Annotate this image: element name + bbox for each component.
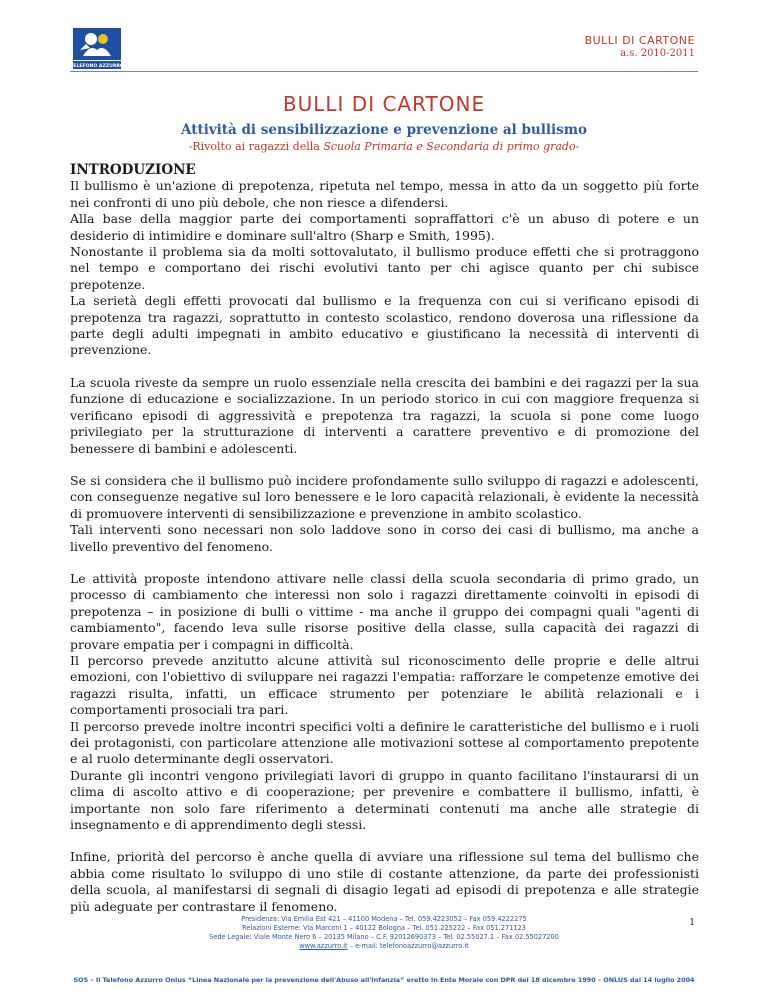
paragraph: Alla base della maggior parte dei comportamenti sopraffattori c'è un abuso di potere e un desiderio di intimidire e dominare sull'altro (Sharp e Smith, 1995). xyxy=(70,211,699,243)
header-title: BULLI DI CARTONE xyxy=(584,34,695,47)
header-divider xyxy=(70,71,698,72)
running-header xyxy=(585,34,695,59)
target-emphasis: Scuola Primaria e Secondaria di primo grado xyxy=(323,140,576,153)
footer-email: – e-mail: telefonoazzurro@azzurro.it xyxy=(347,942,469,950)
header-school-year: a.s. 2010-2011 xyxy=(620,48,695,59)
target-audience xyxy=(70,140,698,153)
target-prefix: -Rivolto ai ragazzi della xyxy=(188,140,324,153)
document-subtitle: Attività di sensibilizzazione e prevenzione al bullismo xyxy=(181,122,587,138)
paragraph: Il percorso prevede anzitutto alcune attività sul riconoscimento delle proprie e delle altrui emozioni, con l'obiettivo di sviluppare nei ragazzi l'empatia: rafforzare le competenze emotive dei ragazzi risulta, infatti, un efficace strumento per potenziare le abilità relazionali e i comportamenti prosociali tra pari. xyxy=(70,652,699,718)
paragraph-gap xyxy=(70,555,699,571)
paragraph: Le attività proposte intendono attivare nelle classi della scuola secondaria di primo grado, un processo di cambiamento che interessi non solo i ragazzi direttamente coinvolti in episodi di prepotenza – in posizione di bulli o vittime - ma anche il gruppo dei compagni quali "agenti di cambiamento", facendo leva sulle risorse positive della classe, sulla capacità dei ragazzi di provare empatia per i compagni in difficoltà. xyxy=(70,570,699,652)
paragraph-gap xyxy=(70,457,699,473)
title-block xyxy=(70,92,698,153)
footer-line-relazioni: Relazioni Esterne: Via Marconi 1 – 40122 Bologna – Tel. 051.225222 – Fax 051.271123 xyxy=(242,924,526,932)
paragraph: Nonostante il problema sia da molti sottovalutato, il bullismo produce effetti che si protraggono nel tempo e comportano dei rischi evolutivi tanto per chi agisce quanto per chi subisce prepotenze. xyxy=(70,244,699,292)
paragraph: Tali interventi sono necessari non solo laddove sono in corso dei casi di bullismo, ma anche a livello preventivo del fenomeno. xyxy=(70,522,699,554)
paragraph: Durante gli incontri vengono privilegiati lavori di gruppo in quanto facilitano l'instaurarsi di un clima di ascolto attivo e di cooperazione; per prevenire e combattere il bullismo, infatti, è importante non solo fare riferimento a determinati contenuti ma anche alle strategie di insegnamento e di apprendimento degli stessi. xyxy=(70,767,699,833)
document-body xyxy=(70,162,699,915)
paragraph: Se si considera che il bullismo può incidere profondamente sullo sviluppo di ragazzi e adolescenti, con conseguenze negative sul loro benessere e le loro capacità relazionali, è evidente la necessità di promuovere interventi di sensibilizzazione e prevenzione in ambito scolastico. xyxy=(70,472,699,521)
section-heading: INTRODUZIONE xyxy=(70,162,196,178)
footer-line-contacts xyxy=(70,942,698,951)
paragraph: Il bullismo è un'azione di prepotenza, ripetuta nel tempo, messa in atto da un soggetto più forte nei confronti di uno più debole, che non riesce a difendersi. xyxy=(70,178,699,210)
footer-address xyxy=(70,915,698,951)
paragraph-gap xyxy=(70,359,699,375)
paragraph-gap xyxy=(70,833,699,849)
footer-line-presidenza: Presidenza: Via Emilia Est 421 – 41100 Modena – Tel. 059.4223052 – Fax 059.4222275 xyxy=(241,915,527,923)
paragraph: La scuola riveste da sempre un ruolo essenziale nella crescita dei bambini e dei ragazzi per la sua funzione di educazione e socializzazione. In un periodo storico in cui con maggiore frequenza si verificano episodi di aggressività e prepotenza tra ragazzi, la scuola si pone come luogo privilegiato per la strutturazione di interventi a carattere preventivo e di promozione del benessere di bambini e adolescenti. xyxy=(70,374,699,456)
footer-line-sede: Sede Legale: Viale Monte Nero 6 – 20135 Milano – C.F. 92012690373 – Tel. 02.55027.1 – Fax 02.55027200 xyxy=(209,933,559,941)
target-suffix: - xyxy=(575,140,580,153)
document-title: BULLI DI CARTONE xyxy=(282,92,486,116)
website-link[interactable]: www.azzurro.it xyxy=(299,942,348,950)
legal-footer: SOS – Il Telefono Azzurro Onlus “Linea Nazionale per la prevenzione dell'Abuso all'Infanzia” eretto in Ente Morale con DPR del 18 dicembre 1990 – ONLUS dal 14 luglio 2004 xyxy=(73,976,695,984)
paragraph: Il percorso prevede inoltre incontri specifici volti a definire le caratteristiche del bullismo e i ruoli dei protagonisti, con particolare attenzione alle motivazioni sottese al comportamento prepotente e al ruolo determinante degli osservatori. xyxy=(70,718,699,767)
page-number: 1 xyxy=(689,918,695,928)
paragraph: La serietà degli effetti provocati dal bullismo e la frequenza con cui si verificano episodi di prepotenza tra ragazzi, soprattutto in contesto scolastico, rendono doverosa una riflessione da parte degli adulti impegnati in ambito educativo e giustificano la necessità di interventi di prevenzione. xyxy=(70,293,699,358)
logo-text: TELEFONO AZZURRO xyxy=(70,64,124,69)
telefono-azzurro-logo xyxy=(70,26,124,70)
paragraph: Infine, priorità del percorso è anche quella di avviare una riflessione sul tema del bullismo che abbia come risultato lo sviluppo di uno stile di costante attenzione, da parte dei professionisti della scuola, al manifestarsi di segnali di disagio legati ad episodi di prepotenza e alle strategie più adeguate per contrastare il fenomeno. xyxy=(70,849,699,914)
